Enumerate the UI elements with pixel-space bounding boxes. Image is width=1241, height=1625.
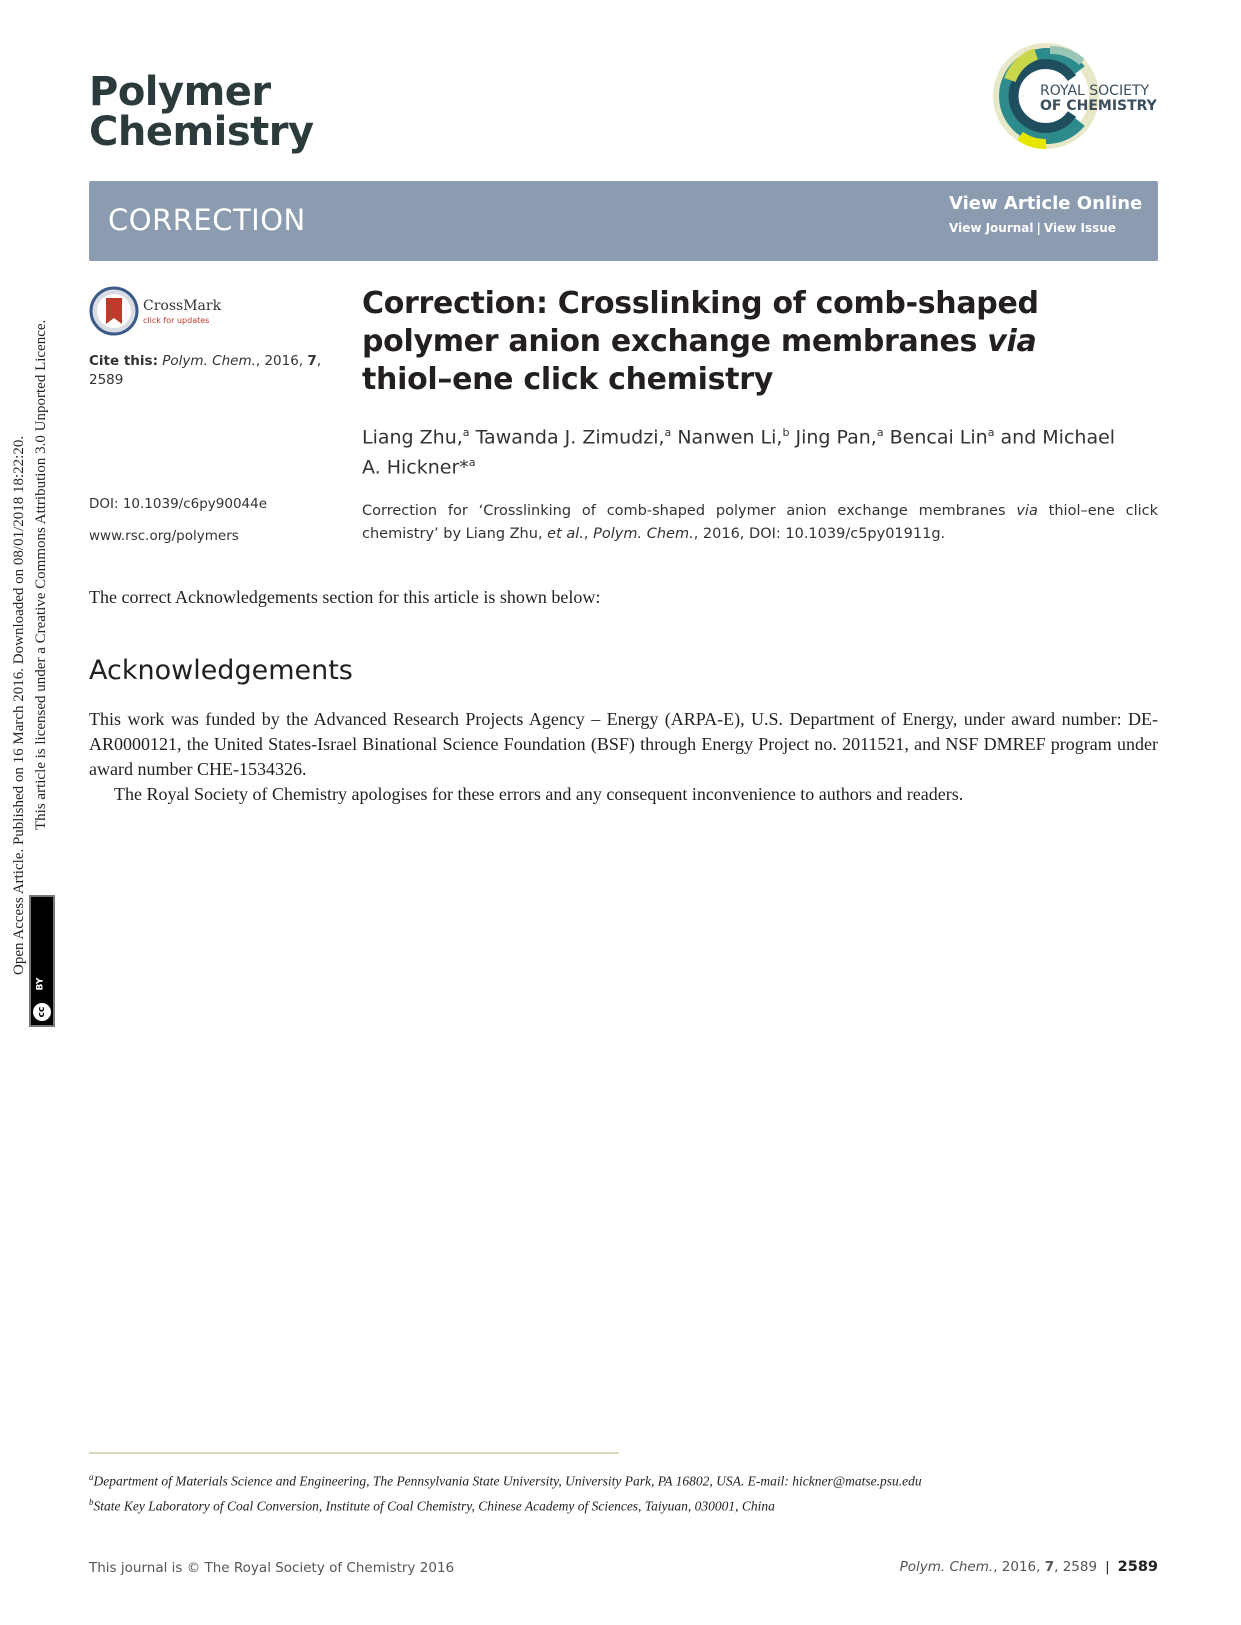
page-number: 2589 (1117, 1559, 1158, 1575)
page-footer (900, 1559, 1158, 1575)
journal-website-link[interactable]: www.rsc.org/polymers (89, 528, 239, 544)
author-affiliation: a (468, 456, 476, 470)
author-affiliation: a (876, 426, 884, 439)
author-name: and Michael A. Hickner* (362, 426, 1116, 479)
view-links (949, 221, 1116, 235)
rsc-logo-text (1040, 84, 1157, 114)
cite-year: , 2016, (255, 353, 308, 369)
article-type-label: CORRECTION (108, 203, 306, 237)
author-list (362, 420, 1122, 481)
licence-line[interactable]: This article is licensed under a Creative Commons Attribution 3.0 Unported Licence. (33, 319, 49, 830)
rsc-logo-line2: OF CHEMISTRY (1040, 98, 1157, 114)
footnotes (89, 1467, 1158, 1516)
footnote-mark: b (89, 1496, 94, 1507)
author-affiliation: b (782, 426, 790, 439)
article-title (362, 285, 1122, 399)
journal-title (89, 69, 314, 155)
view-journal-link[interactable]: View Journal (949, 221, 1034, 235)
crossmark-label[interactable]: CrossMark (143, 298, 222, 314)
open-access-line: Open Access Article. Published on 16 March 2016. Downloaded on 08/01/2018 18:22:20. (11, 435, 27, 975)
acknowledgements-paragraph: This work was funded by the Advanced Research Projects Agency – Energy (ARPA-E), U.S. Department of Energy, under award number: DE-AR0000121, the United States-Israel Binational Science Foundation (BSF) through Energy Project no. 2011521, and NSF DMREF program under award number CHE-1534326. (89, 709, 1158, 779)
correction-text-1: Correction for ‘Crosslinking of comb-shaped polymer anion exchange membranes (362, 503, 1017, 519)
author-affiliation: a (462, 426, 470, 439)
view-article-online-link[interactable]: View Article Online (949, 193, 1143, 214)
footnote-mark: a (89, 1472, 94, 1482)
author-name: Jing Pan, (789, 426, 877, 449)
author-affiliation: a (987, 426, 995, 439)
rsc-logo-line1: ROYAL SOCIETY (1040, 83, 1150, 99)
journal-title-line1: Polymer (89, 69, 271, 115)
article-title-part2: thiol–ene click chemistry (362, 362, 773, 397)
article-doi[interactable]: DOI: 10.1039/c6py90044e (89, 496, 268, 512)
by-icon: BY (35, 977, 46, 991)
footer-volume: 7 (1044, 1559, 1055, 1575)
footer-separator: | (1105, 1559, 1110, 1575)
author-name: Nanwen Li, (671, 426, 783, 449)
article-title-italic: via (987, 324, 1037, 359)
cite-rest: , (316, 353, 322, 369)
intro-paragraph: The correct Acknowledgements section for this article is shown below: (89, 587, 601, 607)
cite-page: 2589 (89, 372, 124, 388)
view-issue-link[interactable]: View Issue (1043, 221, 1116, 235)
journal-title-line2: Chemistry (89, 109, 314, 155)
author-name: Tawanda J. Zimudzi, (469, 426, 665, 449)
footnote-text: State Key Laboratory of Coal Conversion, Institute of Coal Chemistry, Chinese Academy of Sciences, Taiyuan, 030001, China (93, 1498, 775, 1513)
footer-pages: , 2589 (1054, 1559, 1098, 1575)
correction-journal: Polym. Chem. (593, 526, 694, 542)
article-title-part1: Correction: Crosslinking of comb-shaped polymer anion exchange membranes (362, 286, 1039, 359)
cite-prefix: Cite this: (89, 353, 158, 369)
cc-by-badge[interactable] (29, 895, 55, 1027)
footer-journal: Polym. Chem. (899, 1559, 994, 1575)
correction-text-3: , (583, 526, 594, 542)
correction-text-4: , 2016, DOI: 10.1039/c5py01911g. (693, 526, 946, 542)
cite-journal: Polym. Chem. (162, 353, 256, 369)
author-affiliation: a (664, 426, 672, 439)
view-links-separator: | (1036, 221, 1041, 235)
open-access-notice (8, 275, 58, 975)
footnote-text: Department of Materials Science and Engineering, The Pennsylvania State University, University Park, PA 16802, USA. E-mail: hickner@matse.psu.edu (93, 1473, 922, 1489)
citation (89, 352, 329, 390)
cc-icon: cc (33, 1003, 51, 1021)
correction-reference (362, 500, 1158, 546)
crossmark-sublabel[interactable]: click for updates (143, 316, 210, 325)
footnote-b (89, 1492, 1158, 1517)
cite-volume: 7 (307, 353, 317, 369)
acknowledgements-heading: Acknowledgements (89, 655, 353, 686)
correction-via: via (1016, 503, 1038, 519)
footer-year: , 2016, (993, 1559, 1045, 1575)
correction-text-2: thiol–ene click chemistry’ by Liang Zhu, (362, 503, 1159, 542)
copyright-footer: This journal is © The Royal Society of Chemistry 2016 (89, 1560, 455, 1576)
footnote-a (89, 1467, 1158, 1492)
footnote-divider (89, 1452, 619, 1454)
apology-paragraph: The Royal Society of Chemistry apologises for these errors and any consequent inconvenience to authors and readers. (114, 784, 964, 804)
author-name: Liang Zhu, (362, 426, 463, 449)
correction-etal: et al. (547, 526, 584, 542)
acknowledgements-body (89, 707, 1158, 807)
author-name: Bencai Lin (883, 426, 988, 449)
